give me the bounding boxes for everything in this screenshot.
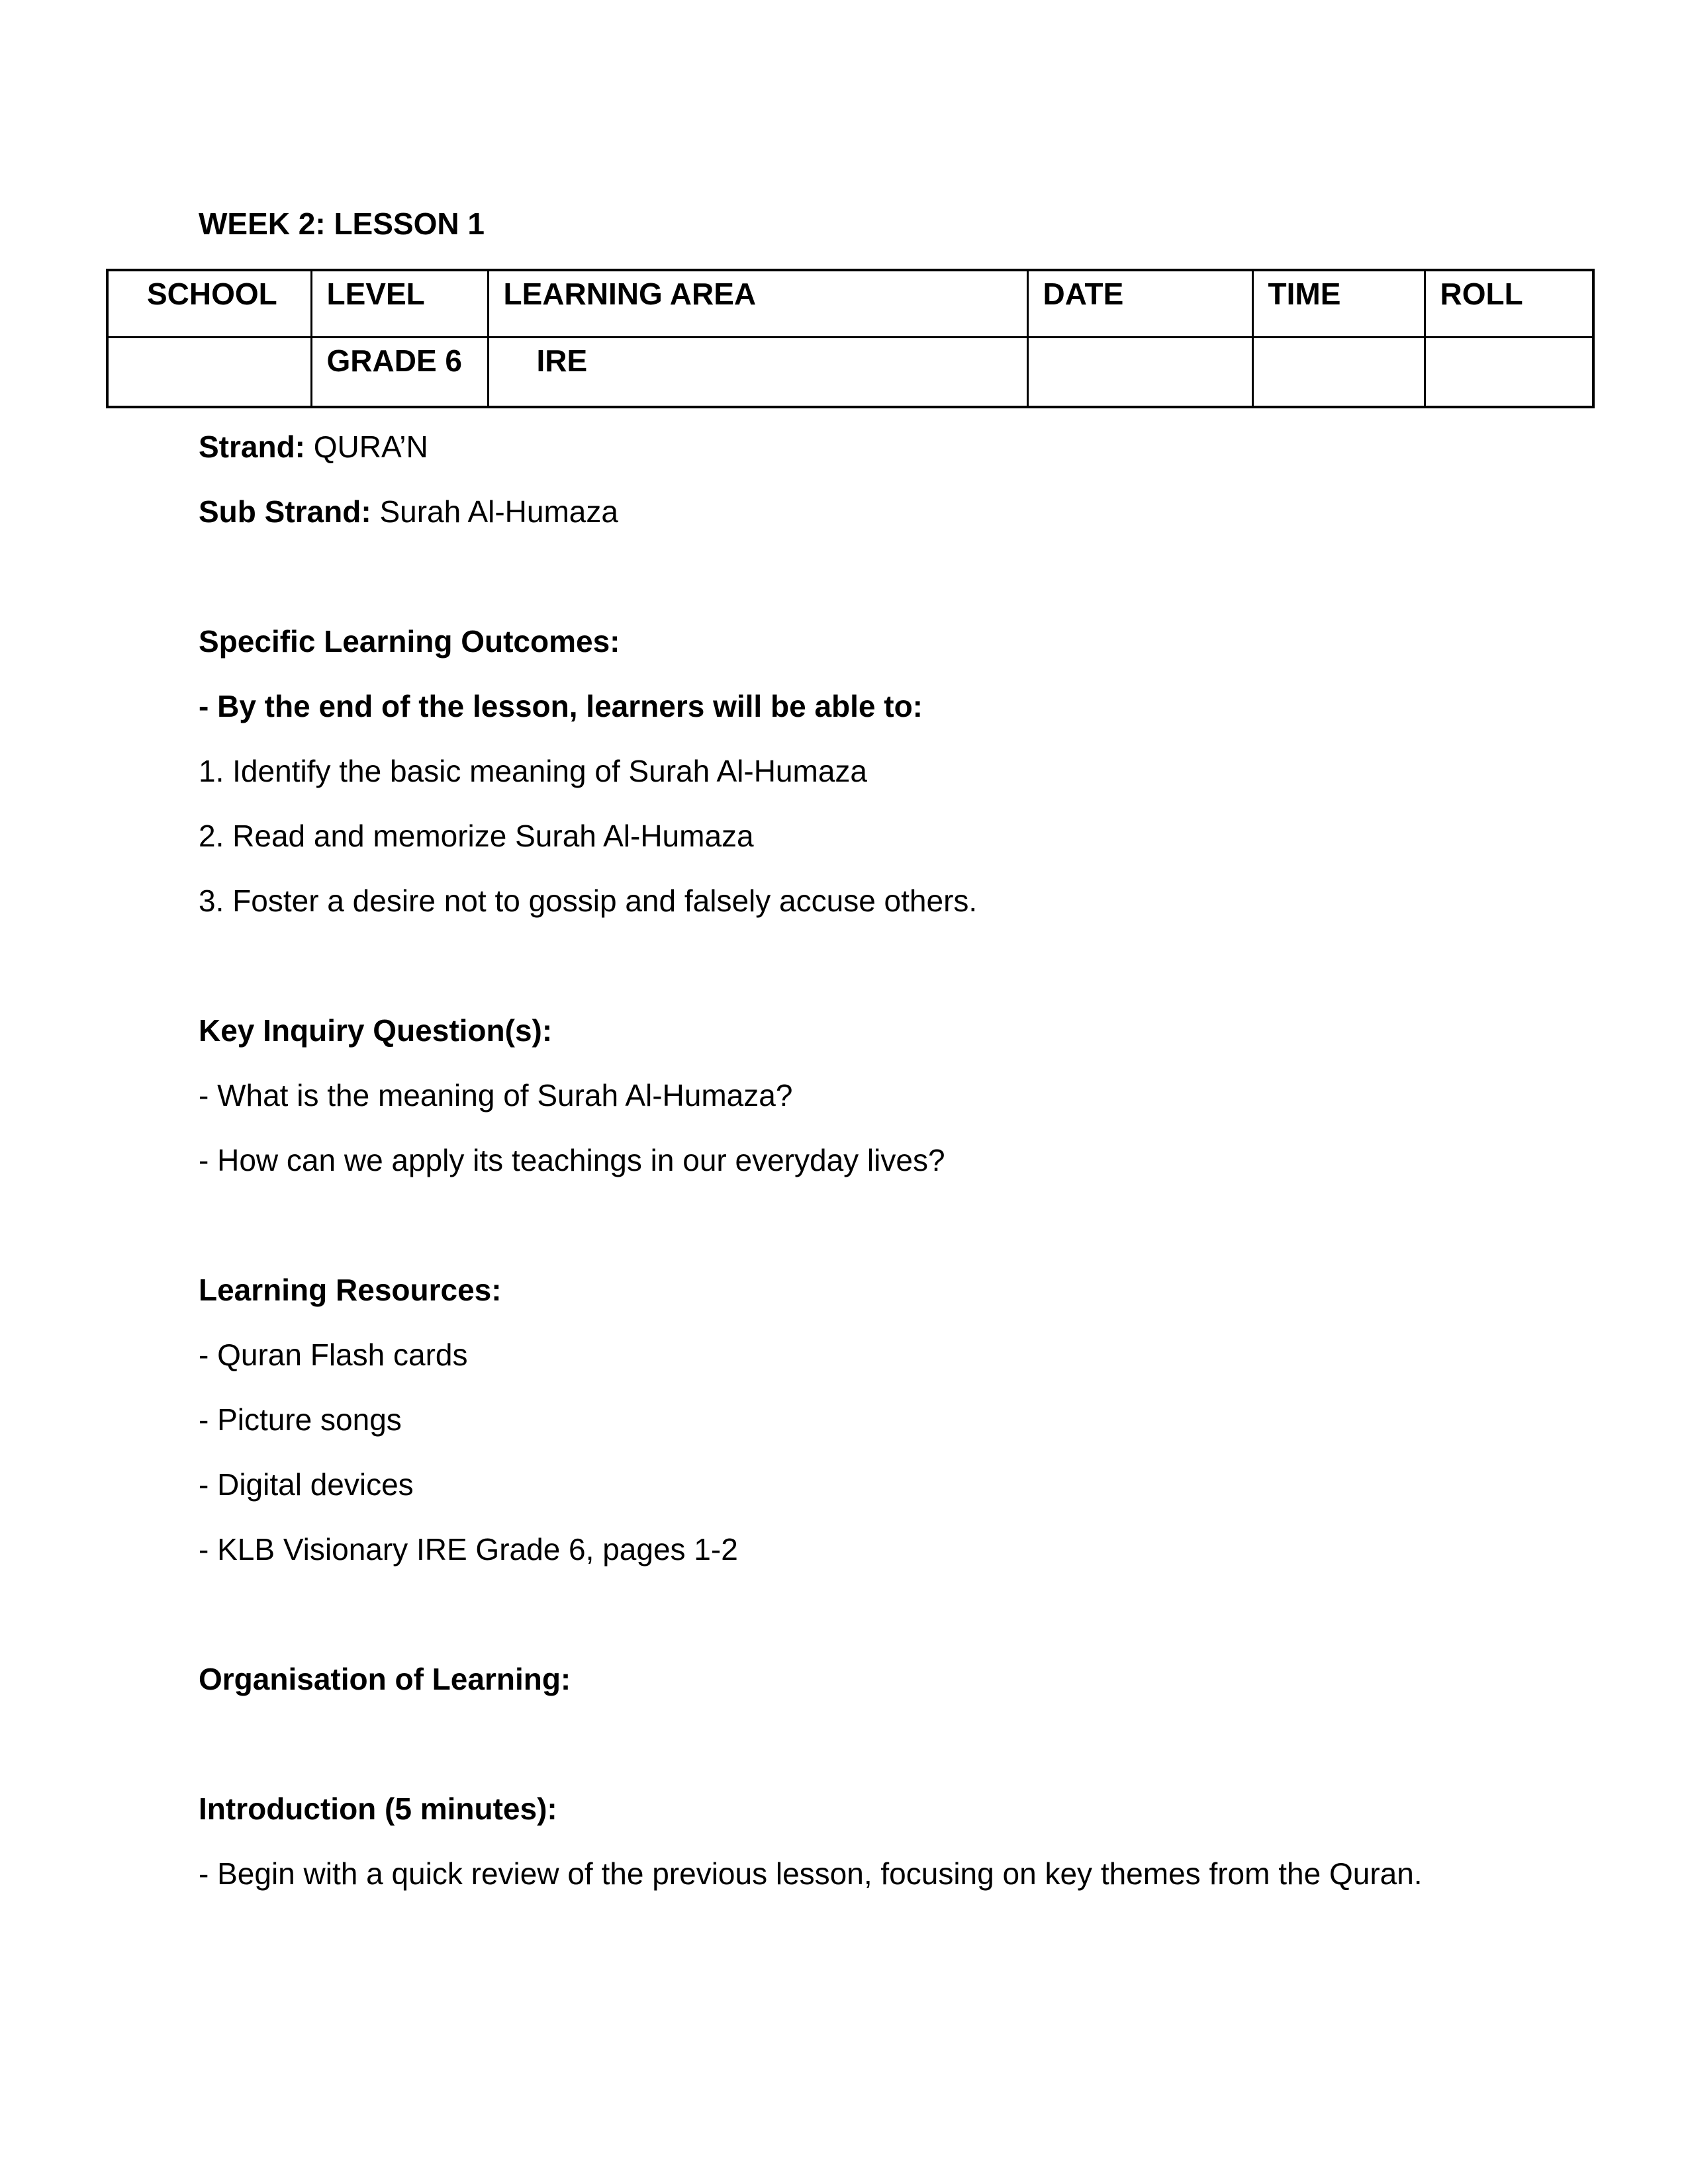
resource-item-4: - KLB Visionary IRE Grade 6, pages 1-2 xyxy=(199,1532,738,1567)
table-cell-learning-area: IRE xyxy=(488,338,1027,408)
strand-value: QURA’N xyxy=(305,430,428,464)
table-cell-level: GRADE 6 xyxy=(311,338,488,408)
inquiry-item-2: - How can we apply its teachings in our everyday lives? xyxy=(199,1143,945,1177)
table-header-learning-area: LEARNING AREA xyxy=(488,270,1027,338)
outcome-item-3: 3. Foster a desire not to gossip and falsely accuse others. xyxy=(199,884,978,918)
table-header-roll: ROLL xyxy=(1425,270,1593,338)
resource-item-2: - Picture songs xyxy=(199,1402,402,1437)
sub-strand-label: Sub Strand: xyxy=(199,494,371,529)
page-title: WEEK 2: LESSON 1 xyxy=(199,206,485,241)
outcomes-intro: - By the end of the lesson, learners will be able to: xyxy=(199,689,923,723)
lesson-info-table xyxy=(106,269,1595,408)
table-header-date: DATE xyxy=(1027,270,1252,338)
table-header-school: SCHOOL xyxy=(107,270,311,338)
strand-label: Strand: xyxy=(199,430,305,464)
table-header-level: LEVEL xyxy=(311,270,488,338)
inquiry-heading: Key Inquiry Question(s): xyxy=(199,1013,553,1048)
resource-item-3: - Digital devices xyxy=(199,1467,414,1502)
strand-line xyxy=(199,428,1589,465)
table-cell-roll xyxy=(1425,338,1593,408)
resources-heading: Learning Resources: xyxy=(199,1273,502,1307)
sub-strand-value: Surah Al-Humaza xyxy=(371,494,618,529)
table-cell-school xyxy=(107,338,311,408)
table-header-time: TIME xyxy=(1252,270,1425,338)
introduction-heading: Introduction (5 minutes): xyxy=(199,1792,557,1826)
organisation-heading: Organisation of Learning: xyxy=(199,1662,571,1696)
inquiry-item-1: - What is the meaning of Surah Al-Humaza? xyxy=(199,1078,793,1113)
table-cell-date xyxy=(1027,338,1252,408)
sub-strand-line xyxy=(199,493,1589,530)
table-header-row xyxy=(107,270,1593,338)
outcomes-heading: Specific Learning Outcomes: xyxy=(199,624,620,659)
outcome-item-2: 2. Read and memorize Surah Al-Humaza xyxy=(199,819,754,853)
outcome-item-1: 1. Identify the basic meaning of Surah Al-Humaza xyxy=(199,754,868,788)
table-row xyxy=(107,338,1593,408)
introduction-item-1: - Begin with a quick review of the previous lesson, focusing on key themes from the Quran. xyxy=(199,1856,1423,1891)
table-cell-time xyxy=(1252,338,1425,408)
resource-item-1: - Quran Flash cards xyxy=(199,1338,468,1372)
